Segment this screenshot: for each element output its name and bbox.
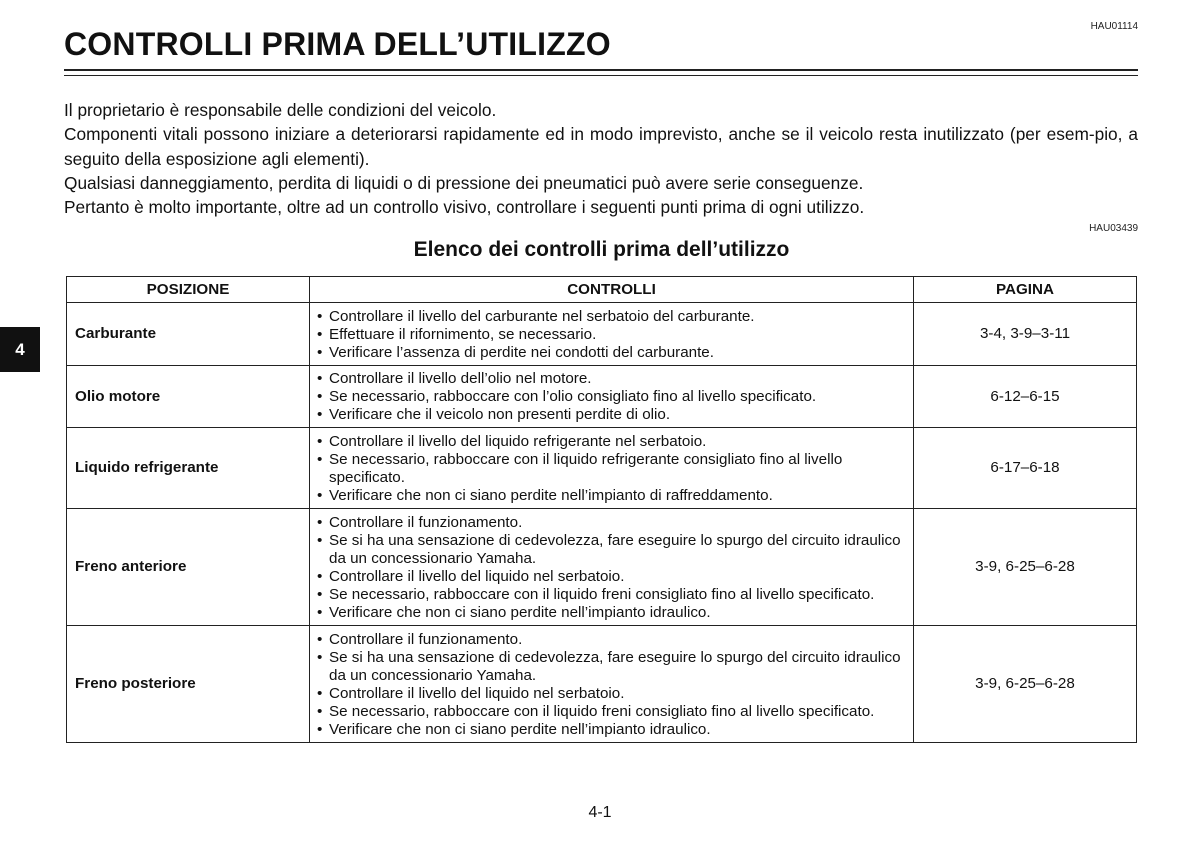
checks-list: [316, 514, 907, 622]
title-rule-thick: [64, 69, 1138, 71]
row-position: Carburante: [67, 303, 310, 366]
page-number: 4-1: [588, 804, 612, 821]
intro-paragraph: Pertanto è molto importante, oltre ad un controllo visivo, controllare i seguenti punti prima di ogni utilizzo.: [64, 197, 865, 218]
row-checks: [310, 626, 914, 743]
row-checks: [310, 509, 914, 626]
check-item: • Se necessario, rabboccare con l’olio consigliato fino al livello specificato.: [316, 388, 907, 406]
table-body: [67, 303, 1137, 743]
check-item: • Effettuare il rifornimento, se necessario.: [316, 326, 907, 344]
check-item: • Verificare che non ci siano perdite nell’impianto idraulico.: [316, 604, 907, 622]
check-item: • Controllare il livello del liquido refrigerante nel serbatoio.: [316, 433, 907, 451]
document-code-section: HAU03439: [1089, 223, 1138, 234]
row-page: 6-12–6-15: [914, 366, 1137, 428]
check-item: • Se necessario, rabboccare con il liquido freni consigliato fino al livello specificato.: [316, 703, 907, 721]
row-page: 6-17–6-18: [914, 428, 1137, 509]
row-checks: [310, 428, 914, 509]
intro-paragraph: Qualsiasi danneggiamento, perdita di liquidi o di pressione dei pneumatici può avere serie conseguenze.: [64, 172, 864, 193]
check-item: • Se necessario, rabboccare con il liquido refrigerante consigliato fino al livello specificato.: [316, 451, 907, 487]
document-code-top: HAU01114: [1090, 21, 1138, 32]
intro-paragraph: Componenti vitali possono iniziare a deteriorarsi rapidamente ed in modo imprevisto, anche se il veicolo resta inutilizzato (per esem-pio, a seguito della esposizione agli elementi).: [64, 124, 1138, 169]
check-item: • Controllare il livello del liquido nel serbatoio.: [316, 568, 907, 586]
intro-text: [64, 98, 1138, 219]
row-page: 3-9, 6-25–6-28: [914, 626, 1137, 743]
check-item: • Controllare il livello dell’olio nel motore.: [316, 370, 907, 388]
check-item: • Verificare che il veicolo non presenti perdite di olio.: [316, 406, 907, 424]
table-row: [67, 509, 1137, 626]
table-row: [67, 303, 1137, 366]
row-position: Freno posteriore: [67, 626, 310, 743]
column-header-page: PAGINA: [914, 277, 1137, 303]
title-rule-thin: [64, 75, 1138, 76]
checks-list: [316, 433, 907, 505]
table-header-row: [67, 277, 1137, 303]
checklist-table: [66, 276, 1137, 743]
page-title: CONTROLLI PRIMA DELL’UTILIZZO: [64, 26, 611, 62]
table-row: [67, 428, 1137, 509]
column-header-position: POSIZIONE: [67, 277, 310, 303]
row-position: Freno anteriore: [67, 509, 310, 626]
checks-list: [316, 631, 907, 739]
checks-list: [316, 308, 907, 362]
intro-paragraph: Il proprietario è responsabile delle condizioni del veicolo.: [64, 100, 497, 120]
row-page: 3-9, 6-25–6-28: [914, 509, 1137, 626]
row-checks: [310, 303, 914, 366]
check-item: • Controllare il livello del liquido nel serbatoio.: [316, 685, 907, 703]
check-item: • Se si ha una sensazione di cedevolezza, fare eseguire lo spurgo del circuito idraulico da un concessionario Yamaha.: [316, 649, 907, 685]
check-item: • Se necessario, rabboccare con il liquido freni consigliato fino al livello specificato.: [316, 586, 907, 604]
check-item: • Verificare l’assenza di perdite nei condotti del carburante.: [316, 344, 907, 362]
check-item: • Se si ha una sensazione di cedevolezza, fare eseguire lo spurgo del circuito idraulico da un concessionario Yamaha.: [316, 532, 907, 568]
row-checks: [310, 366, 914, 428]
row-position: Liquido refrigerante: [67, 428, 310, 509]
check-item: • Controllare il livello del carburante nel serbatoio del carburante.: [316, 308, 907, 326]
table-row: [67, 366, 1137, 428]
section-subtitle: Elenco dei controlli prima dell’utilizzo: [413, 238, 790, 261]
column-header-checks: CONTROLLI: [310, 277, 914, 303]
check-item: • Verificare che non ci siano perdite nell’impianto di raffreddamento.: [316, 487, 907, 505]
row-position: Olio motore: [67, 366, 310, 428]
check-item: • Controllare il funzionamento.: [316, 631, 907, 649]
row-page: 3-4, 3-9–3-11: [914, 303, 1137, 366]
check-item: • Controllare il funzionamento.: [316, 514, 907, 532]
table-row: [67, 626, 1137, 743]
check-item: • Verificare che non ci siano perdite nell’impianto idraulico.: [316, 721, 907, 739]
checks-list: [316, 370, 907, 424]
chapter-tab: 4: [0, 327, 40, 372]
